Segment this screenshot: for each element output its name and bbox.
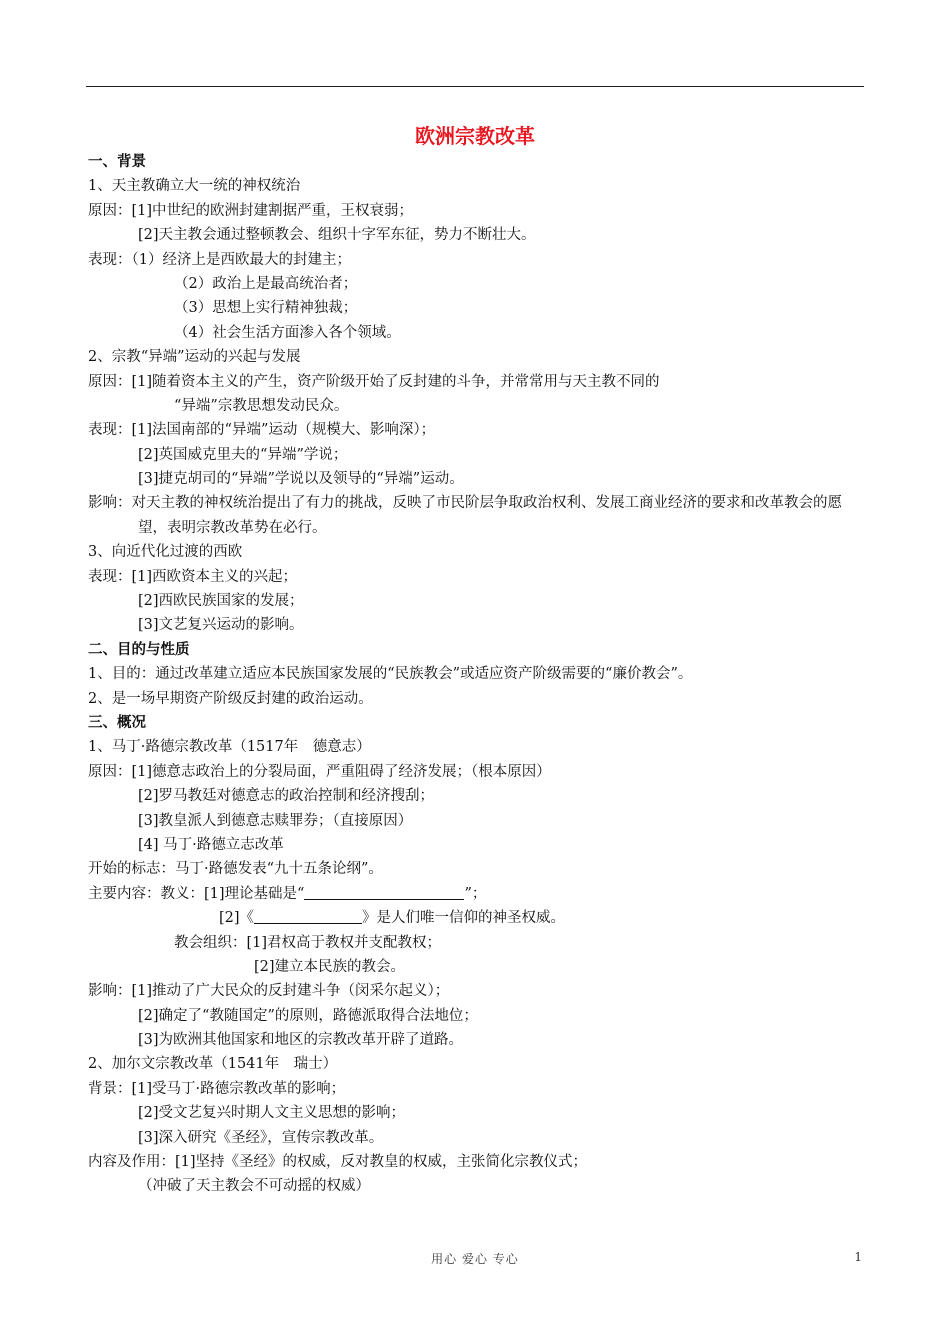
line-text: 2、加尔文宗教改革（1541年 瑞士） — [88, 1056, 338, 1073]
text-line — [88, 370, 868, 394]
page-number: 1 — [854, 1250, 862, 1264]
text-line — [88, 955, 868, 979]
text-line — [88, 1052, 868, 1076]
text-line — [88, 1150, 868, 1174]
line-text: [2]确定了“教随国定”的原则，路德派取得合法地位； — [138, 1007, 478, 1024]
line-text: 原因：[1]随着资本主义的产生，资产阶级开始了反封建的斗争，并常常用与天主教不同的 — [88, 373, 660, 390]
text-line — [88, 882, 868, 906]
text-line — [88, 491, 868, 540]
text-line — [88, 760, 868, 784]
line-text: [2]西欧民族国家的发展； — [138, 593, 304, 610]
fill-in-blank — [254, 907, 362, 924]
text-line — [88, 418, 868, 442]
line-text: [3]深入研究《圣经》，宣传宗教改革。 — [138, 1129, 384, 1146]
text-line — [88, 272, 868, 296]
line-text: （冲破了天主教会不可动摇的权威） — [138, 1178, 370, 1195]
section-heading — [88, 711, 868, 735]
line-text: 表现：[1]法国南部的“异端”运动（规模大、影响深）； — [88, 422, 436, 439]
text-line — [88, 467, 868, 491]
line-text: 3、向近代化过渡的西欧 — [88, 544, 243, 561]
text-line — [88, 540, 868, 564]
line-text: [3]教皇派人到德意志赎罪券；（直接原因） — [138, 812, 413, 829]
line-text: 2、是一场早期资产阶级反封建的政治运动。 — [88, 690, 373, 707]
line-text: 原因：[1]德意志政治上的分裂局面，严重阻碍了经济发展；（根本原因） — [88, 763, 551, 780]
text-line — [88, 199, 868, 223]
line-text: 1、天主教确立大一统的神权统治 — [88, 178, 301, 195]
line-text: [3]为欧洲其他国家和地区的宗教改革开辟了道路。 — [138, 1032, 464, 1049]
line-text: 2、宗教“异端”运动的兴起与发展 — [88, 349, 301, 366]
line-text: 表现：（1）经济上是西欧最大的封建主； — [88, 251, 351, 268]
text-line — [88, 687, 868, 711]
text-line — [88, 565, 868, 589]
line-text: [2]天主教会通过整顿教会、组织十字军东征，势力不断壮大。 — [138, 227, 536, 244]
line-text: 二、目的与性质 — [88, 641, 190, 658]
text-line — [88, 1126, 868, 1150]
line-text: 影响：对天主教的神权统治提出了有力的挑战，反映了市民阶层争取政治权利、发展工商业经济的要求和改革教会的愿望，表明宗教改革势在必行。 — [88, 495, 842, 536]
text-line — [88, 345, 868, 369]
text-line — [88, 296, 868, 320]
section-heading — [88, 150, 868, 174]
line-text: （4）社会生活方面渗入各个领域。 — [174, 324, 401, 341]
line-text: （2）政治上是最高统治者； — [174, 275, 358, 292]
page-title: 欧洲宗教改革 — [415, 124, 535, 148]
text-line — [88, 906, 868, 930]
text-line — [88, 1101, 868, 1125]
line-text: 一、背景 — [88, 154, 146, 170]
line-text: （3）思想上实行精神独裁； — [174, 300, 358, 317]
line-text-after: ”； — [464, 885, 487, 902]
line-text: [4] 马丁·路德立志改革 — [138, 836, 284, 853]
text-line — [88, 784, 868, 808]
text-line — [88, 443, 868, 467]
text-line — [88, 321, 868, 345]
page-footer: 用心 爱心 专心 — [431, 1252, 519, 1266]
text-line — [88, 589, 868, 613]
line-text: 原因：[1]中世纪的欧洲封建割据严重，王权衰弱； — [88, 202, 414, 219]
line-text: [2]英国威克里夫的“异端”学说； — [138, 446, 348, 463]
text-line — [88, 809, 868, 833]
line-text: [2]受文艺复兴时期人文主义思想的影响； — [138, 1105, 406, 1122]
line-text: 表现：[1]西欧资本主义的兴起； — [88, 568, 298, 585]
text-line — [88, 1028, 868, 1052]
line-text: 1、马丁·路德宗教改革（1517年 德意志） — [88, 739, 371, 756]
line-text: 教会组织：[1]君权高于教权并支配教权； — [174, 934, 442, 951]
line-text: [3]文艺复兴运动的影响。 — [138, 617, 304, 634]
text-line — [88, 833, 868, 857]
text-line — [88, 1004, 868, 1028]
line-text: 开始的标志：马丁·路德发表“九十五条论纲”。 — [88, 861, 383, 878]
header-rule — [86, 86, 864, 87]
line-text: 背景：[1]受马丁·路德宗教改革的影响； — [88, 1080, 346, 1097]
line-text: 1、目的：通过改革建立适应本民族国家发展的“民族教会”或适应资产阶级需要的“廉价教会”。 — [88, 666, 693, 683]
line-text: “异端”宗教思想发动民众。 — [174, 397, 349, 414]
line-text-after: 》是人们唯一信仰的神圣权威。 — [362, 910, 566, 927]
text-line — [88, 174, 868, 198]
text-line — [88, 1077, 868, 1101]
text-line — [88, 613, 868, 637]
text-line — [88, 662, 868, 686]
line-text: 主要内容：教义：[1]理论基础是“ — [88, 885, 305, 902]
text-line — [88, 223, 868, 247]
fill-in-blank — [304, 883, 464, 900]
line-text: [3]捷克胡司的“异端”学说以及领导的“异端”运动。 — [138, 471, 464, 488]
text-line — [88, 857, 868, 881]
document-body — [88, 150, 868, 1199]
line-text: [2]建立本民族的教会。 — [254, 958, 406, 975]
line-text: 三、概况 — [88, 715, 146, 732]
text-line — [88, 931, 868, 955]
text-line — [88, 1174, 868, 1198]
text-line — [88, 735, 868, 759]
section-heading — [88, 638, 868, 662]
line-text: 内容及作用：[1]坚持《圣经》的权威，反对教皇的权威，主张简化宗教仪式； — [88, 1154, 588, 1171]
line-text: [2]《 — [219, 910, 255, 927]
text-line — [88, 248, 868, 272]
line-text: [2]罗马教廷对德意志的政治控制和经济搜刮； — [138, 788, 435, 805]
text-line — [88, 394, 868, 418]
line-text: 影响：[1]推动了广大民众的反封建斗争（闵采尔起义）； — [88, 983, 450, 1000]
text-line — [88, 979, 868, 1003]
